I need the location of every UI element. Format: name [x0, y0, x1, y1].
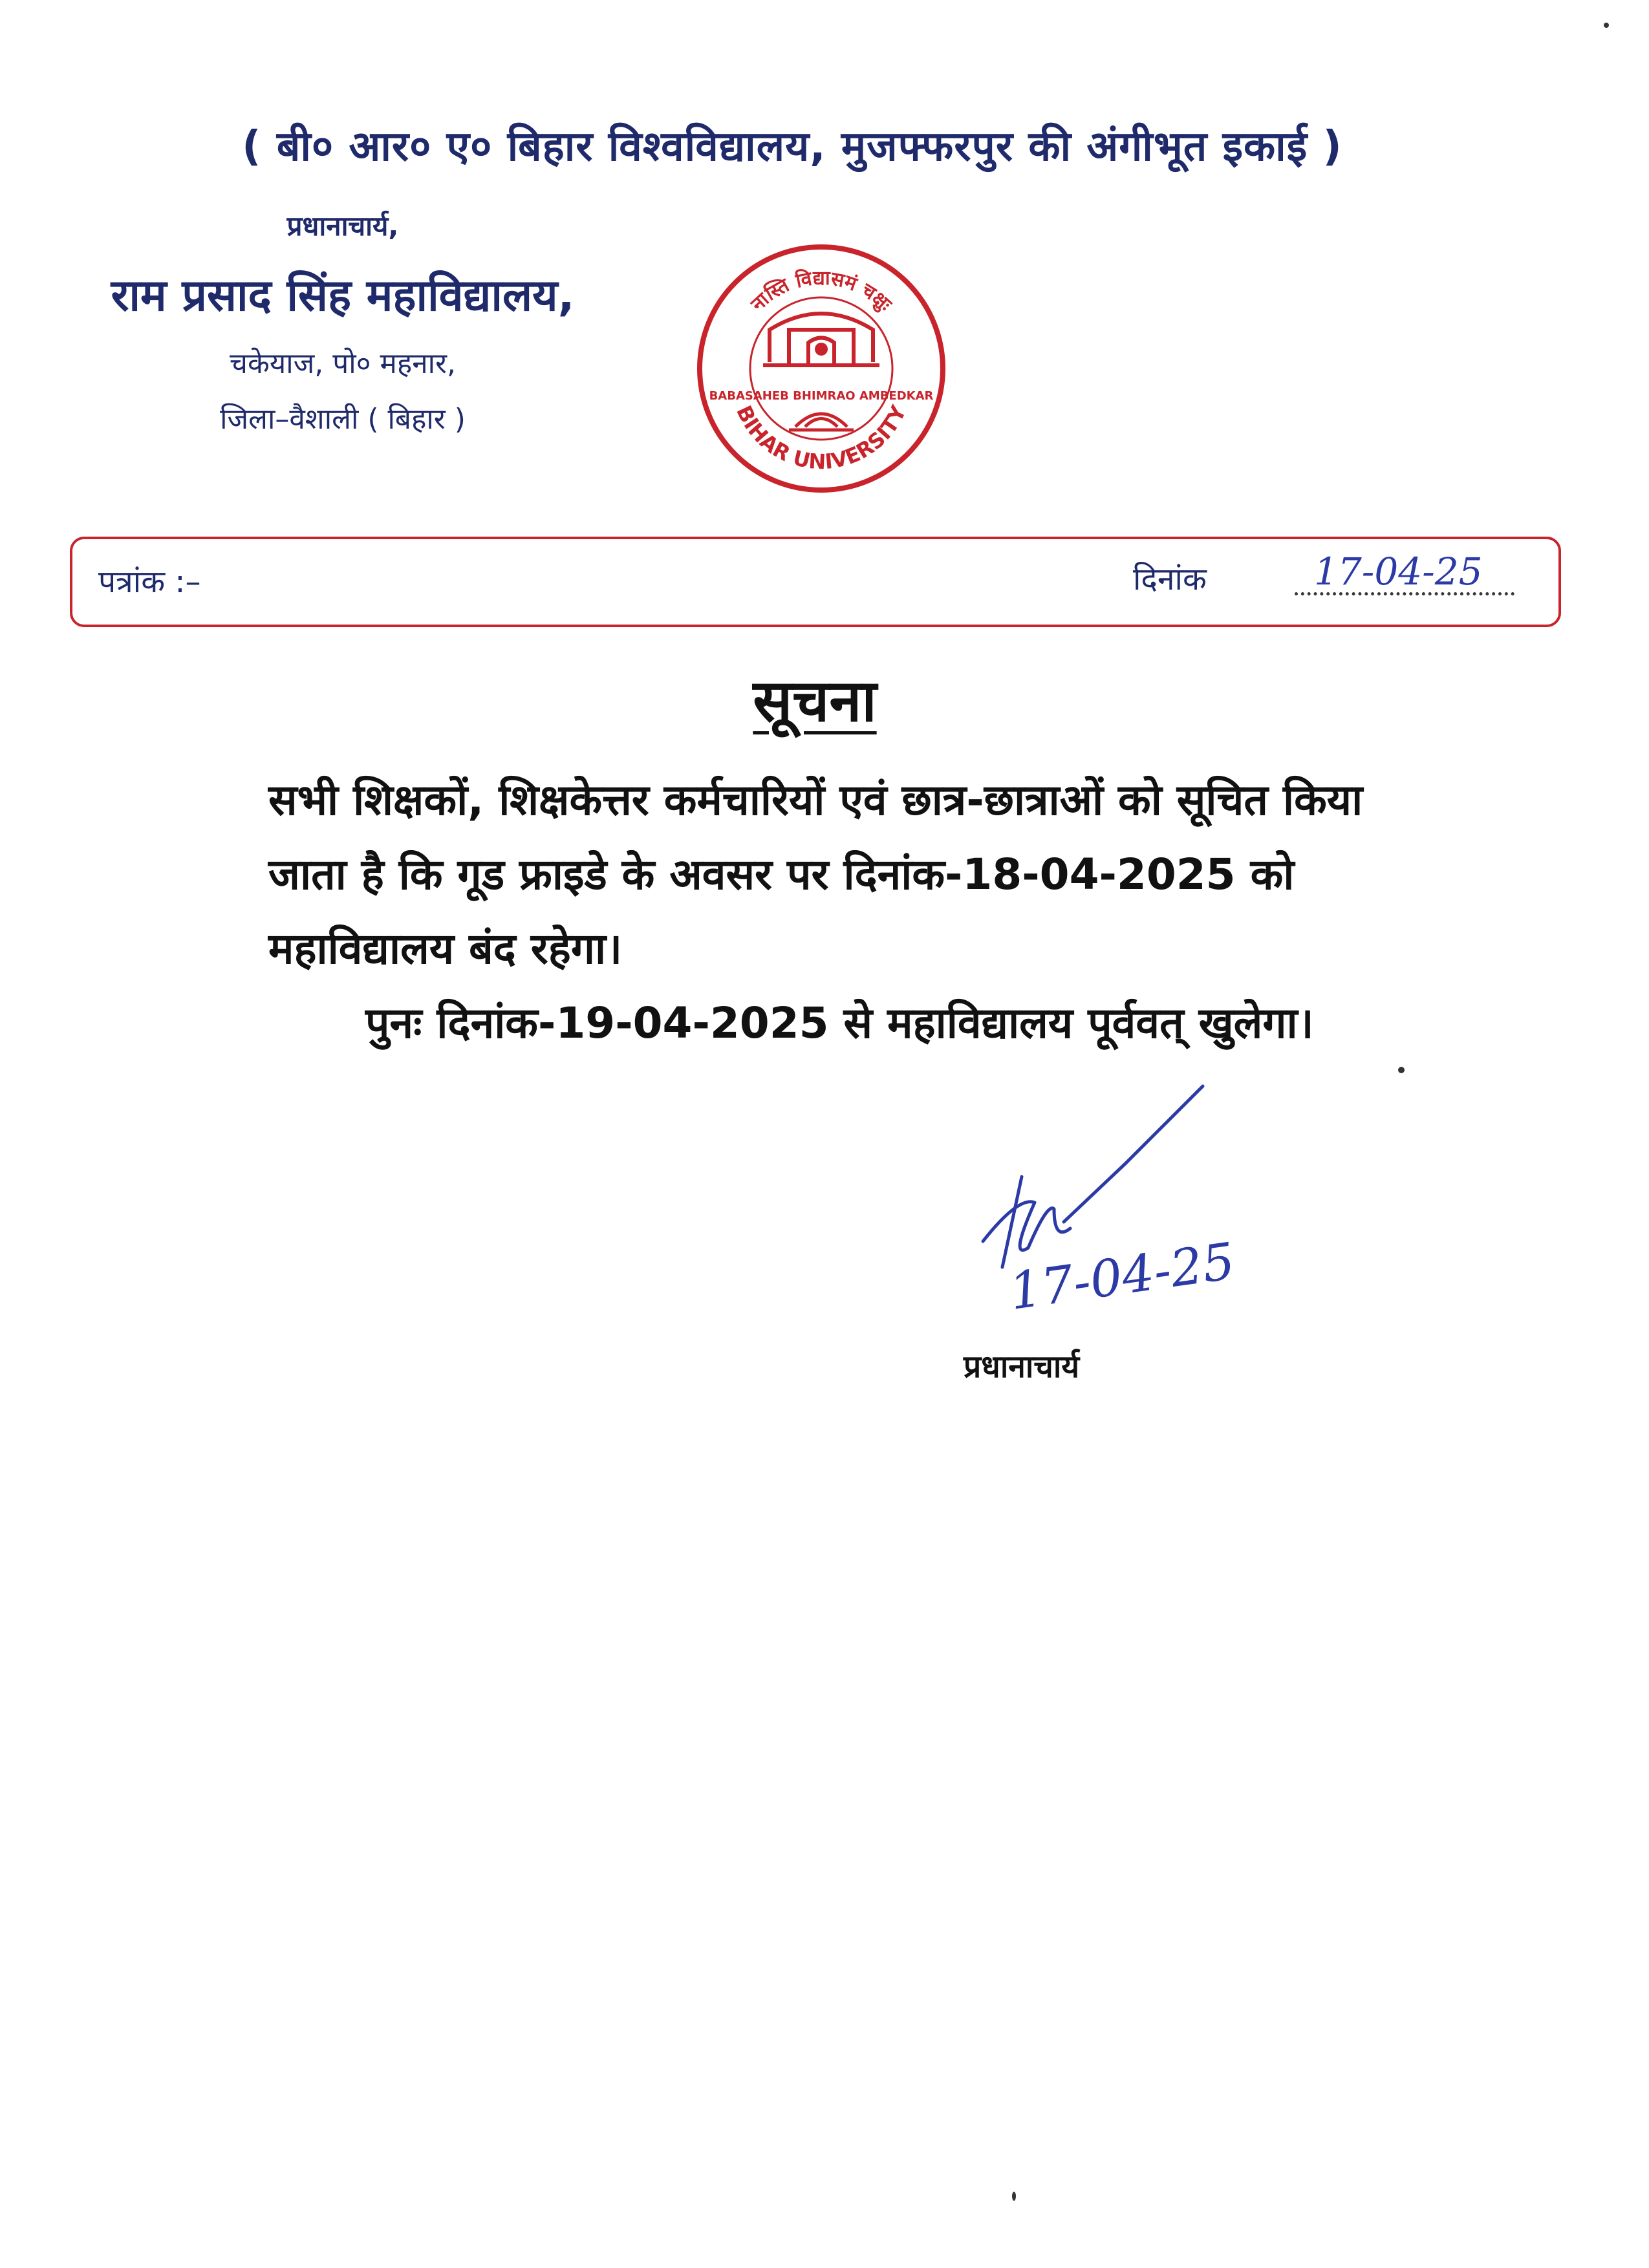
- scan-speck: [1012, 2192, 1016, 2201]
- notice-paragraph-1: सभी शिक्षकों, शिक्षकेत्तर कर्मचारियों एवं छात्र-छात्राओं को सूचित किया जाता है कि गूड फ्राइडे के अवसर पर दिनांक-18-04-2025 को महाविद्यालय बंद रहेगा।: [268, 775, 1363, 974]
- scan-speck: [1398, 1067, 1405, 1073]
- svg-text:BABASAHEB BHIMRAO AMBEDKAR: BABASAHEB BHIMRAO AMBEDKAR: [709, 389, 934, 403]
- notice-paragraph-2: पुनः दिनांक-19-04-2025 से महाविद्यालय पूर्ववत् खुलेगा।: [365, 998, 1314, 1048]
- notice-heading: सूचना: [753, 667, 877, 735]
- svg-text:नास्ति विद्यासमं चक्षुः: नास्ति विद्यासमं चक्षुः: [746, 267, 896, 316]
- signatory-title: प्रधानाचार्य: [964, 1349, 1080, 1385]
- college-name: राम प्रसाद सिंह महाविद्यालय,: [111, 270, 575, 321]
- address-line-2: जिला–वैशाली ( बिहार ): [220, 403, 466, 436]
- handwritten-date: 17-04-25: [1314, 550, 1483, 594]
- reference-date-box: [70, 537, 1561, 627]
- university-seal-logo: [692, 239, 951, 498]
- address-line-1: चकेयाज, पो० महनार,: [230, 347, 456, 380]
- date-label: दिनांक: [1133, 561, 1207, 597]
- notice-body: [268, 763, 1368, 1060]
- scan-speck: [1604, 23, 1609, 28]
- signature-date: 17-04-25: [1006, 1232, 1239, 1321]
- svg-text:BIHAR UNIVERSITY: BIHAR UNIVERSITY: [731, 401, 911, 475]
- principal-title: प्रधानाचार्य,: [286, 210, 399, 242]
- reference-number-label: पत्रांक :–: [98, 564, 201, 600]
- affiliation-line: ( बी० आर० ए० बिहार विश्वविद्यालय, मुजफ्फरपुर की अंगीभूत इकाई ): [242, 123, 1342, 171]
- letterhead-left: [65, 207, 621, 454]
